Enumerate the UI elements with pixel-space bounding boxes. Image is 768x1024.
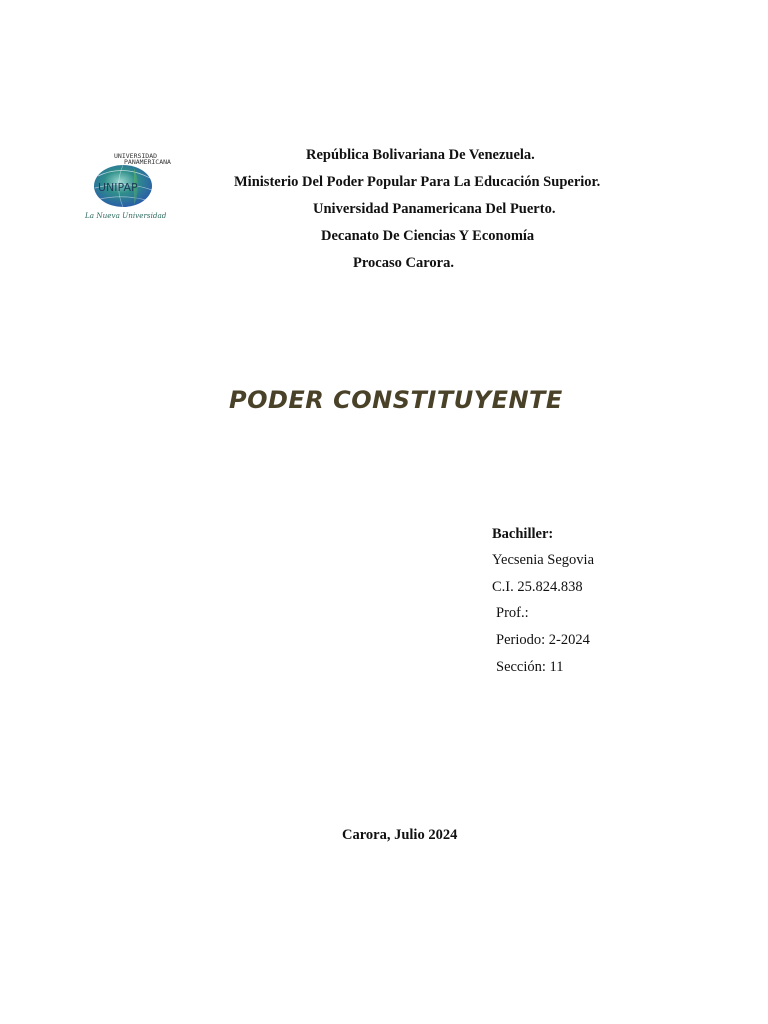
header-line-campus: Procaso Carora. (353, 255, 454, 271)
header-line-country: República Bolivariana De Venezuela. (306, 147, 535, 163)
unipap-logo-graphic (84, 150, 184, 224)
student-id: C.I. 25.824.838 (492, 579, 583, 595)
student-name: Yecsenia Segovia (492, 552, 595, 568)
logo-acronym: UNIPAP (98, 181, 138, 194)
period-text: Periodo: 2-2024 (496, 632, 590, 648)
professor-label: Prof.: (496, 605, 529, 621)
place-date: Carora, Julio 2024 (342, 827, 458, 843)
logo-top-text-2: PANAMERICANA (124, 158, 171, 166)
logo-slogan: La Nueva Universidad (85, 211, 167, 220)
document-title: PODER CONSTITUYENTE (229, 386, 563, 414)
section-text: Sección: 11 (496, 659, 564, 675)
university-logo (84, 150, 184, 224)
header-line-university: Universidad Panamericana Del Puerto. (313, 201, 556, 217)
logo-top-text-1: UNIVERSIDAD (114, 152, 158, 160)
header-line-faculty: Decanato De Ciencias Y Economía (321, 228, 535, 244)
header-line-ministry: Ministerio Del Poder Popular Para La Educación Superior. (234, 174, 601, 190)
student-label: Bachiller: (492, 526, 554, 542)
